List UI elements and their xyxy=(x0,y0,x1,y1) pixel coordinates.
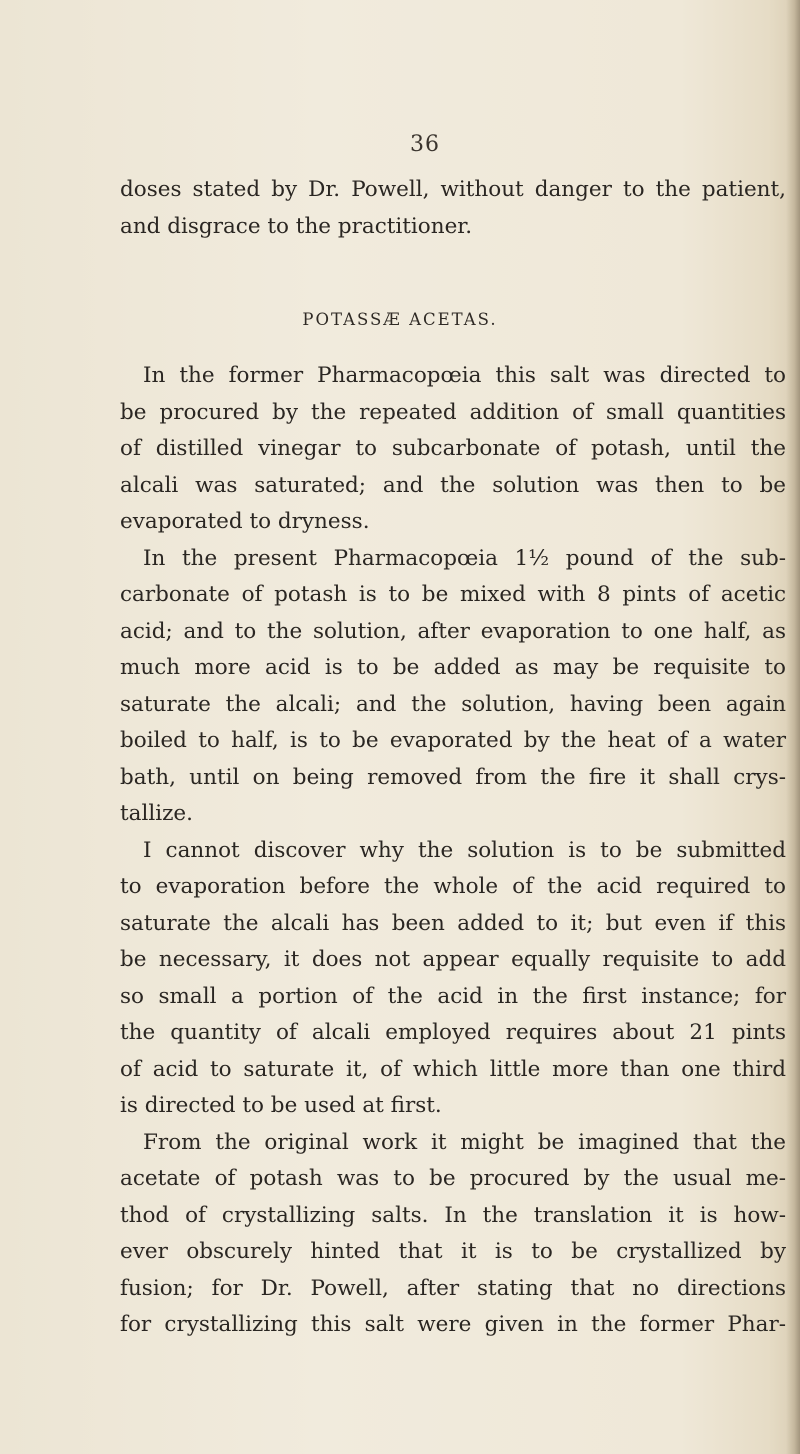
text-line: to evaporation before the whole of the acid required to xyxy=(120,874,786,899)
intro-line: and disgrace to the practitioner. xyxy=(120,213,473,239)
text-line: much more acid is to be added as may be requisite to xyxy=(120,655,786,680)
text-line: so small a portion of the acid in the first instance; for xyxy=(120,983,786,1009)
body-text xyxy=(120,358,786,1344)
page-number: 36 xyxy=(410,132,440,157)
text-line: saturate the alcali has been added to it; but even if this xyxy=(120,910,786,936)
text-line: be procured by the repeated addition of small quantities xyxy=(120,399,786,425)
intro-text xyxy=(120,172,786,245)
text-line: of distilled vinegar to subcarbonate of potash, until the xyxy=(120,436,786,461)
text-line: evaporated to dryness. xyxy=(120,509,370,534)
text-line: is directed to be used at first. xyxy=(120,1093,442,1118)
paragraph xyxy=(120,358,786,541)
text-line: the quantity of alcali employed requires about 21 pints xyxy=(120,1020,786,1045)
text-line: carbonate of potash is to be mixed with 8 pints of acetic xyxy=(120,582,786,607)
intro-line: doses stated by Dr. Powell, without danger to the patient, xyxy=(120,177,786,202)
paragraph xyxy=(120,541,786,833)
text-line: ever obscurely hinted that it is to be crystallized by xyxy=(120,1239,786,1264)
text-line: boiled to half, is to be evaporated by the heat of a water xyxy=(120,728,786,753)
text-line: bath, until on being removed from the fire it shall crys- xyxy=(120,764,786,790)
section-title: POTASSÆ ACETAS. xyxy=(302,310,498,329)
text-line: I cannot discover why the solution is to be submitted xyxy=(143,837,786,863)
text-line: for crystallizing this salt were given in the former Phar- xyxy=(120,1312,786,1337)
text-line: acetate of potash was to be procured by the usual me- xyxy=(120,1166,786,1191)
text-line: be necessary, it does not appear equally requisite to add xyxy=(120,947,786,972)
text-line: From the original work it might be imagined that the xyxy=(143,1129,786,1155)
text-line: In the present Pharmacopœia 1½ pound of the sub- xyxy=(143,545,786,571)
text-line: alcali was saturated; and the solution was then to be xyxy=(120,472,786,498)
text-line: fusion; for Dr. Powell, after stating that no directions xyxy=(120,1275,786,1301)
text-line: thod of crystallizing salts. In the translation it is how- xyxy=(120,1202,786,1228)
page-edge-shadow xyxy=(786,0,800,1454)
text-line: saturate the alcali; and the solution, having been again xyxy=(120,691,786,717)
paragraph xyxy=(120,833,786,1125)
paragraph xyxy=(120,1125,786,1344)
text-line: acid; and to the solution, after evaporation to one half, as xyxy=(120,618,786,644)
text-line: In the former Pharmacopœia this salt was directed to xyxy=(143,363,786,388)
text-line: of acid to saturate it, of which little more than one third xyxy=(120,1056,786,1082)
text-line: tallize. xyxy=(120,801,193,826)
